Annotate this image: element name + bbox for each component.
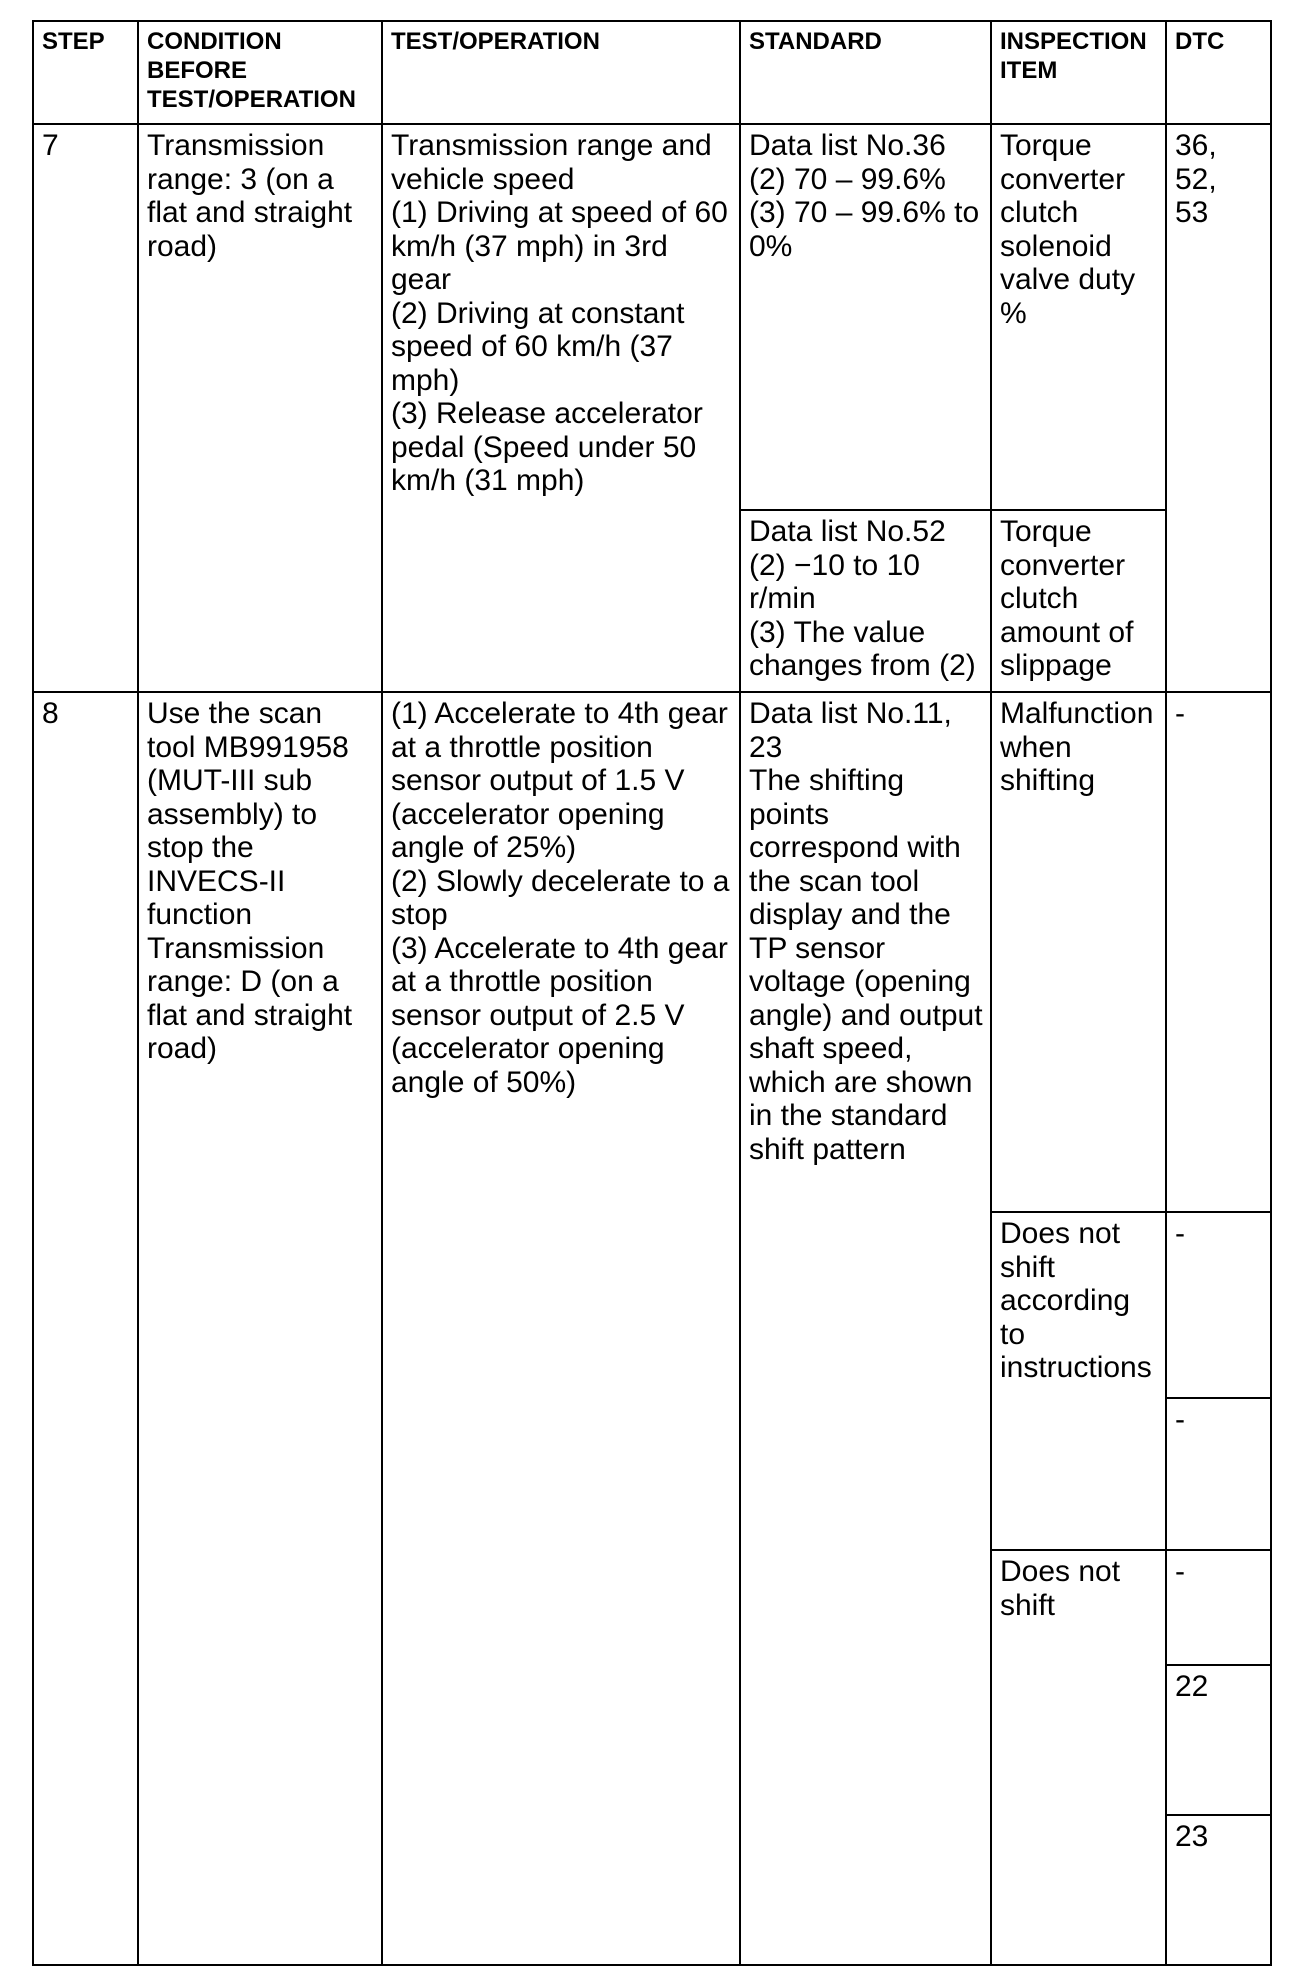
step7-inspection-1: Torque converter clutch solenoid valve duty % (991, 124, 1166, 510)
header-dtc: DTC (1166, 21, 1271, 124)
step7-condition: Transmission range: 3 (on a flat and straight road) (138, 124, 382, 692)
header-standard: STANDARD (740, 21, 991, 124)
step8-dtc-5: 22 (1166, 1665, 1271, 1815)
step8-number: 8 (33, 692, 138, 1965)
step8-dtc-4: - (1166, 1550, 1271, 1665)
step8-dtc-2: - (1166, 1212, 1271, 1398)
table-row-step7 (33, 124, 1271, 510)
table-body (33, 124, 1271, 1965)
step8-test-operation: (1) Accelerate to 4th gear at a throttle position sensor output of 1.5 V (accelerator opening angle of 25%) (2) Slowly decelerate to a stop (3) Accelerate to 4th gear at a throttle position sensor output of 2.5 V (accelerator opening angle of 50%) (382, 692, 740, 1965)
step7-number: 7 (33, 124, 138, 692)
step7-standard-1: Data list No.36 (2) 70 – 99.6% (3) 70 – 99.6% to 0% (740, 124, 991, 510)
header-row (33, 21, 1271, 124)
header-condition: CONDITION BEFORE TEST/OPERATION (138, 21, 382, 124)
step7-test-operation: Transmission range and vehicle speed (1) Driving at speed of 60 km/h (37 mph) in 3rd gear (2) Driving at constant speed of 60 km/h (37 mph) (3) Release accelerator pedal (Speed under 50 km/h (31 mph) (382, 124, 740, 692)
step8-dtc-6: 23 (1166, 1815, 1271, 1965)
step8-dtc-3: - (1166, 1398, 1271, 1550)
header-inspection-item: INSPECTION ITEM (991, 21, 1166, 124)
table-header (33, 21, 1271, 124)
step8-inspection-1: Malfunction when shifting (991, 692, 1166, 1212)
step8-standard: Data list No.11, 23 The shifting points correspond with the scan tool display and the TP sensor voltage (opening angle) and output shaft speed, which are shown in the standard shift pattern (740, 692, 991, 1965)
inspection-table (32, 20, 1272, 1966)
table-row-step8 (33, 692, 1271, 1212)
header-step: STEP (33, 21, 138, 124)
step7-inspection-2: Torque converter clutch amount of slippage (991, 510, 1166, 692)
step7-standard-2: Data list No.52 (2) −10 to 10 r/min (3) The value changes from (2) (740, 510, 991, 692)
step8-inspection-3: Does not shift (991, 1550, 1166, 1965)
step8-inspection-2: Does not shift according to instructions (991, 1212, 1166, 1550)
step7-dtc: 36, 52, 53 (1166, 124, 1271, 692)
header-test-operation: TEST/OPERATION (382, 21, 740, 124)
step8-condition: Use the scan tool MB991958 (MUT-III sub assembly) to stop the INVECS-II function Transmission range: D (on a flat and straight road) (138, 692, 382, 1965)
step8-dtc-1: - (1166, 692, 1271, 1212)
